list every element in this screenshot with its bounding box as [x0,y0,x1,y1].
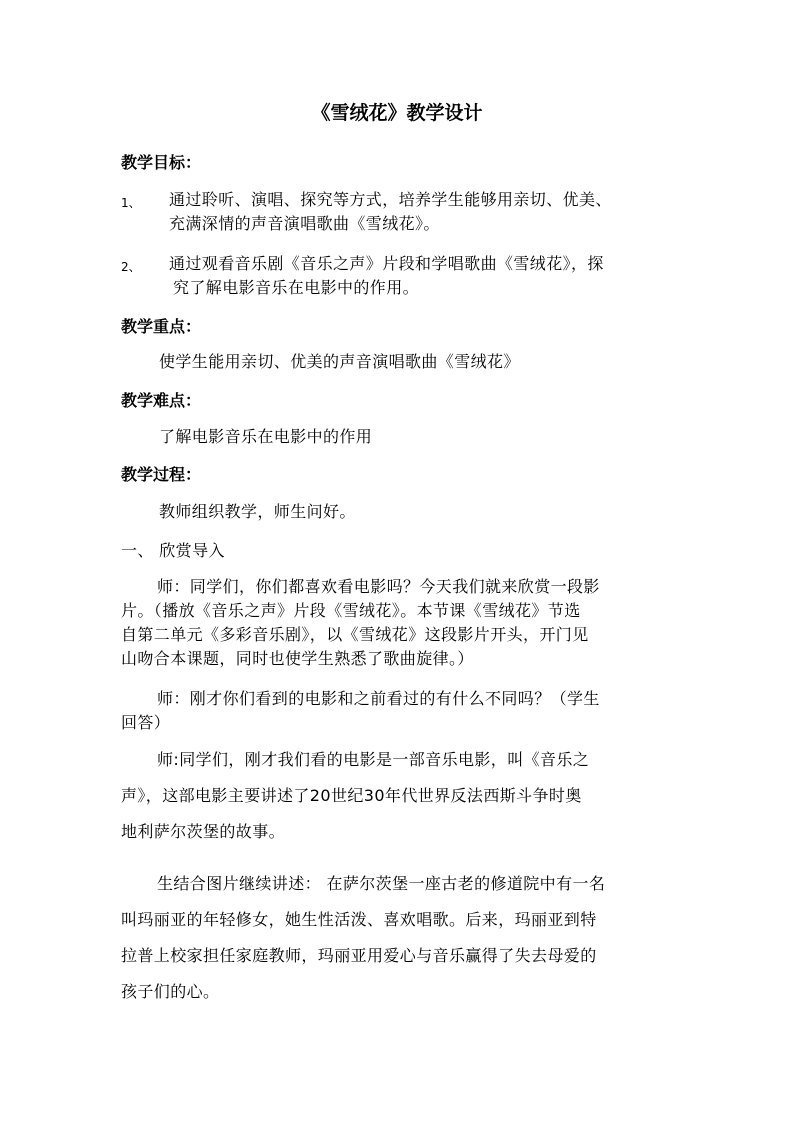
goal-2-number: 2、 [121,260,141,274]
part1-title: 一、 欣赏导入 [121,541,225,560]
paragraph-4-line [121,866,681,902]
process-intro: 教师组织教学，师生问好。 [159,502,356,521]
key-point-text: 使学生能用亲切、优美的声音演唱歌曲《雪绒花》 [159,352,520,371]
difficulty-heading: 教学难点： [121,391,202,410]
difficulty-text: 了解电影音乐在电影中的作用 [159,427,373,446]
paragraph-1-line: 山吻合本课题，同时也使学生熟悉了歌曲旋律。） [121,649,474,668]
document-title: 《雪绒花》教学设计 [311,102,483,124]
goals-heading: 教学目标： [121,153,202,172]
key-point-heading: 教学重点： [121,317,202,336]
goal-2-line-2: 究了解电影音乐在电影中的作用。 [173,278,420,297]
paragraph-4 [121,866,681,1010]
paragraph-3-line [121,814,681,850]
paragraph-1-line: 师：同学们，你们都喜欢看电影吗？今天我们就来欣赏一段影 [157,577,600,596]
paragraph-1-line: 自第二单元《多彩音乐剧》，以《雪绒花》这段影片开头，开门见 [121,625,589,644]
paragraph-3 [121,742,681,850]
paragraph-3-text: 地利萨尔茨堡的故事。 [121,822,286,841]
goal-1-line-2: 充满深情的声音演唱歌曲《雪绒花》。 [169,214,440,233]
paragraph-1 [121,575,681,671]
paragraph-4-text: 孩子们的心。 [121,982,220,1001]
paragraph-4-line [121,902,681,938]
goal-2-text [169,252,689,300]
paragraph-1-line: 片。（播放《音乐之声》片段《雪绒花》。本节课《雪绒花》节选 [121,601,581,620]
paragraph-3-text: 声》，这部电影主要讲述了20世纪30年代世界反法西斯斗争时奥 [121,786,582,805]
paragraph-3-line [121,742,681,778]
goal-1-line-1: 通过聆听、演唱、探究等方式，培养学生能够用亲切、优美、 [169,190,612,209]
paragraph-4-text: 生结合图片继续讲述： 在萨尔茨堡一座古老的修道院中有一名 [157,874,606,893]
goal-2-line-1: 通过观看音乐剧《音乐之声》片段和学唱歌曲《雪绒花》，探 [169,254,604,273]
goal-1-text [169,188,689,236]
paragraph-2 [121,687,681,735]
goal-1-number: 1、 [121,196,141,210]
paragraph-3-line [121,778,681,814]
process-heading: 教学过程： [121,465,202,484]
paragraph-4-text: 叫玛丽亚的年轻修女，她生性活泼、喜欢唱歌。后来，玛丽亚到特 [121,910,597,929]
paragraph-4-line [121,974,681,1010]
paragraph-2-line: 回答） [121,713,171,732]
paragraph-3-text: 师:同学们，刚才我们看的电影是一部音乐电影，叫《音乐之 [157,750,590,769]
paragraph-2-line: 师：刚才你们看到的电影和之前看过的有什么不同吗？（学生 [157,689,600,708]
paragraph-4-text: 拉普上校家担任家庭教师，玛丽亚用爱心与音乐赢得了失去母爱的 [121,946,597,965]
paragraph-4-line [121,938,681,974]
